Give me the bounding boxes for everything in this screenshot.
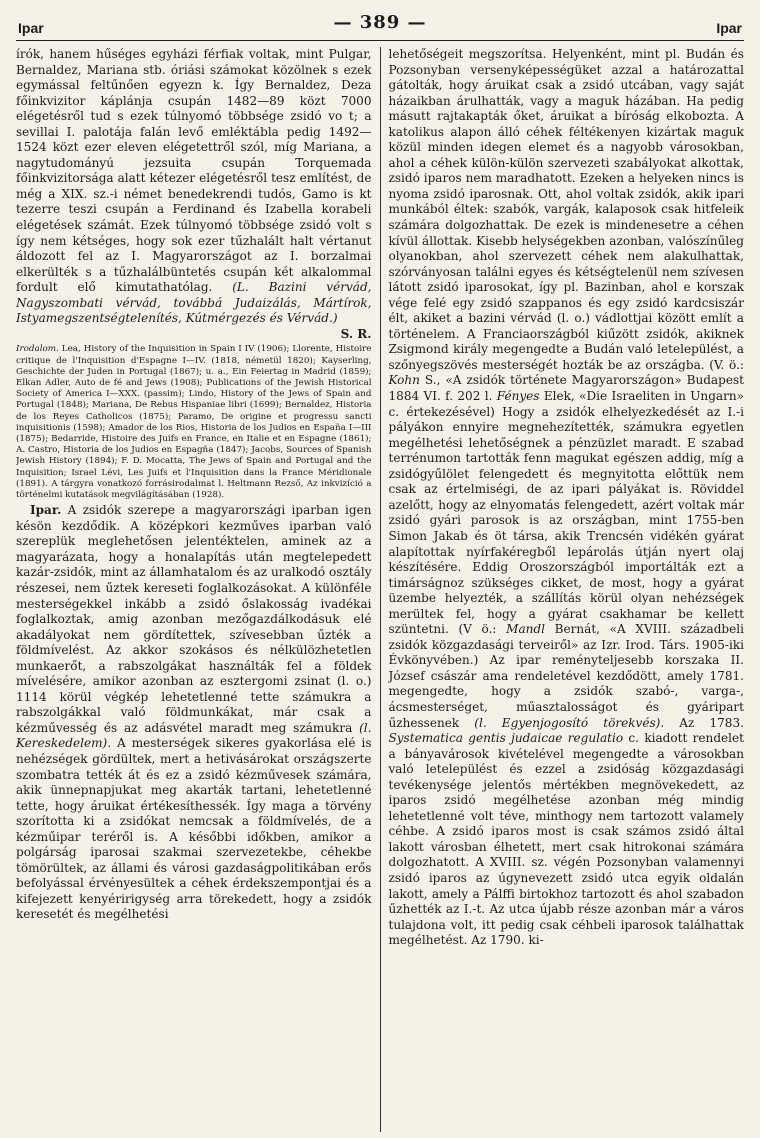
decree-title: Systematica gentis judaicae regulatio [388,731,624,746]
paragraph-text: Bernát, «A XVIII. századbeli zsidók közgazdasági terveiről» az Izr. Irod. Társ. 1905-iki Évkönyvében.) Az ipar reményteljesebb korszaka II. József császár ama rendeletével kezdődött, amely 1781. megengedte, hogy a zsidók szabó-, varga-, ácsmesterséget, műasztalosságot és gyáripart űzhessenek [388,622,744,730]
author-signature: S. R. [340,326,372,341]
author-name: Kohn [388,373,420,388]
entry-ipar-continued [388,47,744,949]
cross-reference: (l. Egyenjogosító törekvés). [474,715,665,730]
entry-headword: Ipar. [30,503,62,518]
bibliography-label: Irodalom. [16,344,59,355]
cross-reference: (l. Kereskedelem). [16,720,372,751]
paragraph-text: írók, hanem hűséges egyházi férfiak voltak, mint Pulgar, Bernaldez, Mariana stb. óriási számokat közölnek s ezek egymással feltűnően egyezn k. Így Bernaldez, Deza főinkvizitor káplánja csupán 1482—89 közt 7000 elégetésről tud s ezek túlnyomó többsége zsidó vo t; a sevillai I. palotája falán levő emléktábla pedig 1492—1524 közt ezer eleven elégetettről szól, míg Mariana, a nagytudományú jezsuita csupán Torquemada főinkvizitorsága alatt kétezer elégetésről tesz említést, de még a XIX. sz.-i német benedekrendi tudós, Gamo is kt tezerre teszi csupán a Ferdinand és Izabella korabeli elégetések számát. Ezek túlnyomó többsége zsidó volt s így nem kétséges, hogy sok ezer tűzhalált halt vértanut áldozott fel az I. Magyarországot az I. borzalmai elkerülték s a tűzhalálbüntetés csupán két alkalommal fordult elő kimutathatólag. [16,47,372,295]
page-header [16,12,744,41]
page-number: — 389 — [333,12,427,33]
paragraph-text: A zsidók szerepe a magyarországi iparban igen késön kezdődik. A középkori kezműves iparban való szereplük meglehetősen jelentéktelen, aminek az a magyarázata, hogy a honalapítás után megtelepedett kazár-zsidók, mint az államhatalom és az uralkodó osztály részesei, nem űztek kereseti foglalkozásokat. A különféle mesterségekkel inkább a zsidó őslakosság ivadékai foglalkoztak, amig azonban mezőgazdálkodásuk elé akadályokat nem gördítettek, szívesebban űzték a földmívelést. Az akkor szokásos és nélkülözhetetlen munkaerőt, a rabszolgákat használták fel a földek mívelésére, amikor azonban az esztergomi zsinat (l. o.) 1114 körül végkép lehetetlenné tette számukra a rabszolgákkal való földmunkákat, már csak a kézművesség és az adásvétel maradt meg számukra [16,503,372,735]
left-column [16,47,372,1137]
right-column [388,47,744,1137]
paragraph-text: A mesterségek sikeres gyakorlása elé is nehézségek gördültek, mert a hetivásárokat országszerte szombatra tették át és ez a zsidó kézművesek számára, akik ünnepnapjukat meg akarták tartani, lehetetlenné tette, hogy áruikat értékesíthessék. Így maga a törvény szorította ki a zsidókat nemcsak a földmívelés, de a kézműipar teréről is. A későbbi időkben, amikor a polgárság iparosai szakmai szervezetekbe, céhekbe tömörültek, az állami és városi gazdaságpolitikában erős befolyással érvényesültek a céhek érdekszempontjai és a kifejezett kenyéririgység arra törekedett, hogy a zsidók keresetét és megélhetési [16,736,372,922]
author-name: Mandl [506,622,545,637]
paragraph-text: c. kiadott rendelet a bányavárosok kivételével megengedte a városokban való letelepülést és ezzel a zsidóság közgazdasági tevékenysége jelentős mértékben megnövekedett, az iparos zsidó megélhetése azonban még mindig lehetetlenné volt téve, minthogy nem tartozott valamely céhbe. A zsidó iparos most is csak számos zsidó által lakott városban élhetett, mert csak hitrokonai számára dolgozhatott. A XVIII. sz. végén Pozsonyban valamennyi zsidó iparos az úgynevezett zsidó utca egyik oldalán lakott, amely a Pálffi birtokhoz tartozott és ahol szabadon űzhették az I.-t. Az utca újabb része azonban már a város tulajdona volt, itt pedig csak céhbeli iparosok találhattak megélhetést. Az 1790. ki- [388,731,744,948]
cross-reference: (L. Bazini vérvád, Nagyszombati vérvád, továbbá Judaizálás, Mártírok, Istyamegszentségtelenítés, Kútmérgezés és Vérvád.) [16,280,372,326]
column-divider [380,47,381,1132]
bibliography-text: Lea, History of the Inquisition in Spain I IV (1906); Llorente, Histoire critique de l'Inquisition d'Espagne I—IV. (1818, németül 1820); Kayserling, Geschichte der Juden in Portugal (1867); u. a., Ein Feiertag in Madrid (1859); Elkan Adler, Auto de fé and Jews (1908); Publications of the Jewish Historical Society of America I—XXX. (passim); Lindo, History of the Jews of Spain and Portugal (1848); Mariana, De Rebus Hispaniae libri (1699); Bernaldez, Historia de los Reyes Catholicos (1875); Paramo, De origine et progressu sancti inquisitionis (1598); Amador de los Rios, Historia de los Judios en España I—III (1875); Bedarride, Histoire des Juifs en France, en Italie et en Espagne (1861); A. Castro, Historia de los Judios en Espagña (1847); Jacobs, Sources of Spanish Jewish History (1894); F. D. Mocatta, The Jews of Spain and Portugal and the Inquisition; Israel Lévi, Les Juifs et l'Inquisition dans la France Méridionale (1891). A tárgyra vonatkozó forrásirodalmat l. Heltmann Rezső, Az inkvizíció a történelmi kutatások megvilágításában (1928). [16,344,372,501]
paragraph-text: S., «A zsidók története Magyarországon» Budapest 1884 VI. f. 202 l. [388,373,744,404]
paragraph-inquisition-end [16,47,372,327]
paragraph-text: Elek, «Die Israeliten in Ungarn» c. értekezésével) Hogy a zsidók elhelyezkedését az I.-i pályákon ennyire megnehezítették, számukra egyetlen megélhetési lehetőségnek a pénzüzlet maradt. E szabad terrénumon tartották fenn magukat egészen addig, míg a zsidógyűlölet felengedett és megnyitotta előttük nem csak az értelmiségi, de az ipari pályákat is. Röviddel azelőtt, hogy az elnyomatás felengedett, azért voltak már zsidó gyári parosok is az országban, mint 1755-ben Simon Jakab és öt társa, akik Trencsén vidékén gyárat alapítottak nyírfakéregből lepárolás útján nyert olaj készítésére. Eddig Oroszországból importálták ezt a timárságnoz szükséges cikket, de most, hogy a gyárat üzembe helyezték, a szállítás körül olyan nehézségek merültek fel, hogy a gyárat csakhamar be kellett szüntetni. (V ö.: [388,389,744,637]
running-head-left: Ipar [18,20,44,36]
paragraph-text: lehetőségeit megszorítsa. Helyenként, mint pl. Budán és Pozsonyban versenyképességüket azzal a határozattal gátolták, hogy áruikat csak a zsidó utcában, vagy saját házaikban árulhatták, vagy a maguk házában. Ha pedig másutt rajtakapták őket, áruikat a bíróság elkobozta. A katolikus alapon álló céhek féltékenyen kizártak maguk közül minden idegen elemet és a nagyobb városokban, ahol a céhek külön-külön szervezeti szabályokat alkottak, zsidó iparos nem maradhatott. Ezeken a helyeken nincs is nyoma zsidó iparosnak. Ott, ahol voltak zsidók, akik ipari munkából éltek: szabók, vargák, kalaposok csak hitfeleik számára dolgozhattak. De ezek is mindenesetre a céhen kívül állottak. Kisebb helységekben azonban, valószínűleg olyanokban, ahol szervezett céhek nem alakulhattak, szórványosan találni egyes és kétségtelenül nem szívesen látott zsidó iparosokat, így pl. Bazinban, ahol e korszak vége felé egy zsidó szappanos és egy zsidó kardcsiszár élt, akiket a bazini vérvád (l. o.) vádlottjai között említ a történelem. A Franciaországból kiűzött zsidók, akiknek Zsigmond király megengedte a Budán való letelepülést, a szőnyegszövés mesterségét hozták be az országba. (V. ö.: [388,47,744,372]
paragraph-text: Az 1783. [664,715,744,730]
entry-ipar [16,503,372,923]
bibliography [16,344,372,501]
running-head-right: Ipar [716,20,742,36]
author-name: Fényes [496,389,540,404]
two-column-body [16,47,744,1137]
